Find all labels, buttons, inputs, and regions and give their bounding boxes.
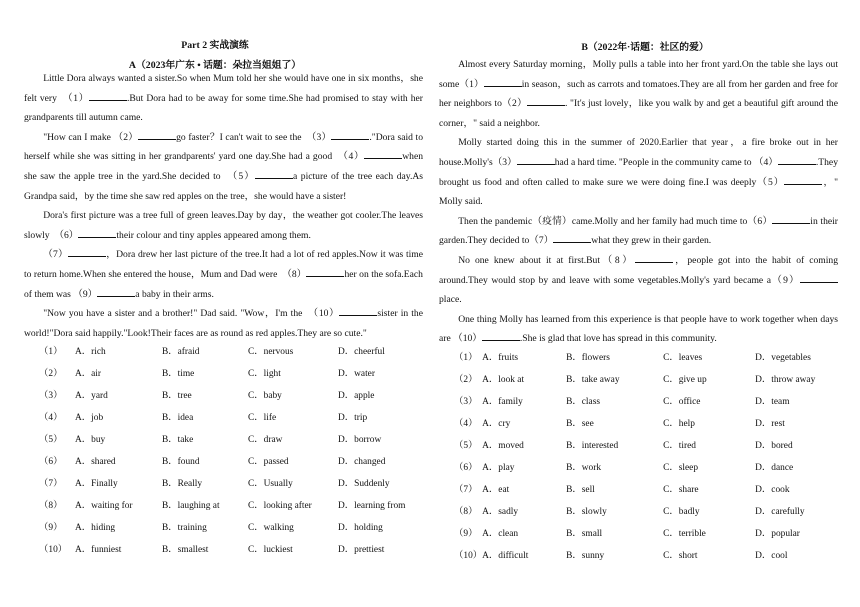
answer-blank bbox=[517, 154, 555, 165]
answer-blank bbox=[772, 213, 810, 224]
question-number: （1） bbox=[39, 347, 63, 358]
option-c: C．terrible bbox=[663, 529, 706, 540]
option-d: D．cheerful bbox=[338, 347, 385, 358]
option-b: B．flowers bbox=[566, 353, 610, 364]
paragraph-text: place. bbox=[439, 294, 462, 306]
option-c: C．office bbox=[663, 397, 701, 408]
option-row bbox=[39, 408, 418, 430]
option-row bbox=[454, 524, 835, 546]
passage-b bbox=[439, 55, 838, 349]
option-row bbox=[39, 496, 418, 518]
question-number: （6） bbox=[454, 463, 478, 474]
option-b: B．class bbox=[566, 397, 600, 408]
paragraph-text: their colour and tiny apples appeared among them. bbox=[116, 229, 311, 241]
answer-blank bbox=[635, 252, 673, 263]
option-row bbox=[39, 540, 418, 562]
option-c: C．life bbox=[248, 413, 277, 424]
section-b-title: B（2022年·话题：社区的爱） bbox=[581, 42, 709, 53]
paragraph-text: Molly started doing this in the summer of 2020.Earlier that year，a fire broke out in her house.Molly's（3） bbox=[439, 137, 838, 168]
option-a: A．look at bbox=[482, 375, 525, 386]
answer-blank bbox=[306, 266, 344, 277]
paragraph-text: what they grew in their garden. bbox=[591, 235, 712, 247]
option-a: A．eat bbox=[482, 485, 510, 496]
option-row bbox=[39, 452, 418, 474]
option-b: B．Really bbox=[162, 479, 203, 490]
option-c: C．short bbox=[663, 551, 698, 562]
passage-a bbox=[24, 69, 423, 343]
answer-blank bbox=[778, 154, 816, 165]
paragraph bbox=[439, 133, 838, 211]
option-c: C．badly bbox=[663, 507, 700, 518]
option-a: A．hiding bbox=[75, 523, 116, 534]
answer-blank bbox=[138, 129, 176, 140]
paragraph bbox=[24, 245, 423, 304]
option-a: A．play bbox=[482, 463, 515, 474]
option-a: A．fruits bbox=[482, 353, 519, 364]
option-a: A．sadly bbox=[482, 507, 519, 518]
answer-blank bbox=[482, 330, 520, 341]
paragraph-text: No one knew about it at first.But（8） bbox=[458, 254, 635, 266]
option-b: B．see bbox=[566, 419, 594, 430]
paragraph-text: a picture of the tree each day.As Grandpa said，by the time she saw red apples on the tree，she would have a sister! bbox=[24, 170, 423, 202]
option-row bbox=[39, 430, 418, 452]
option-b: B．take bbox=[162, 435, 194, 446]
option-b: B．found bbox=[162, 457, 200, 468]
option-c: C．draw bbox=[248, 435, 283, 446]
paragraph bbox=[24, 206, 423, 245]
question-number: （4） bbox=[454, 419, 478, 430]
answer-blank bbox=[484, 76, 522, 87]
paragraph-text: go faster？I can't wait to see the （3） bbox=[176, 131, 332, 143]
paragraph bbox=[24, 304, 423, 343]
option-a: A．moved bbox=[482, 441, 524, 452]
option-b: B．smallest bbox=[162, 545, 209, 556]
question-number: （9） bbox=[39, 523, 63, 534]
option-row bbox=[39, 474, 418, 496]
option-d: D．team bbox=[755, 397, 790, 408]
question-number: （9） bbox=[454, 529, 478, 540]
question-number: （4） bbox=[39, 413, 63, 424]
paragraph-text: .But Dora had to be away for some time.She had promised to stay with her grandparents till autumn came. bbox=[24, 92, 423, 124]
option-a: A．job bbox=[75, 413, 104, 424]
option-d: D．borrow bbox=[338, 435, 382, 446]
option-a: A．Finally bbox=[75, 479, 118, 490]
paragraph bbox=[24, 128, 423, 206]
question-number: （10） bbox=[454, 551, 483, 562]
paragraph-text: Little Dora always wanted a sister.So when Mum told her she would have one in six months，she felt very （1） bbox=[24, 73, 423, 104]
question-number: （10） bbox=[39, 545, 68, 556]
paragraph-text: .She is glad that love has spread in this community. bbox=[519, 333, 717, 345]
option-a: A．air bbox=[75, 369, 102, 380]
option-d: D．popular bbox=[755, 529, 800, 540]
option-c: C．tired bbox=[663, 441, 696, 452]
option-c: C．walking bbox=[248, 523, 294, 534]
paragraph-text: .They brought us food and often called to make sure we were doing fine.I was deeply（5） bbox=[439, 156, 838, 188]
option-c: C．nervous bbox=[248, 347, 294, 358]
question-number: （8） bbox=[39, 501, 63, 512]
option-c: C．baby bbox=[248, 391, 282, 402]
option-a: A．difficult bbox=[482, 551, 529, 562]
option-a: A．family bbox=[482, 397, 523, 408]
question-number: （2） bbox=[39, 369, 63, 380]
option-d: D．rest bbox=[755, 419, 785, 430]
option-row bbox=[39, 364, 418, 386]
option-row bbox=[454, 392, 835, 414]
answer-blank bbox=[527, 95, 565, 106]
paragraph-text: （7） bbox=[43, 249, 68, 261]
question-number: （6） bbox=[39, 457, 63, 468]
option-c: C．help bbox=[663, 419, 695, 430]
option-row bbox=[454, 546, 835, 568]
option-d: D．cook bbox=[755, 485, 790, 496]
paragraph-text: when she saw the apple tree in the yard.She decided to （5） bbox=[24, 151, 423, 182]
option-row bbox=[454, 480, 835, 502]
paragraph-text: in their garden.They decided to（7） bbox=[439, 215, 838, 247]
option-d: D．changed bbox=[338, 457, 386, 468]
paragraph-text: "Now you have a sister and a brother!" Dad said. "Wow，I'm the （10） bbox=[43, 308, 340, 320]
question-number: （7） bbox=[39, 479, 63, 490]
question-number: （2） bbox=[454, 375, 478, 386]
option-d: D．dance bbox=[755, 463, 794, 474]
option-d: D．throw away bbox=[755, 375, 816, 386]
paragraph-text: her on the sofa.Each of them was （9） bbox=[24, 268, 423, 300]
option-a: A．funniest bbox=[75, 545, 122, 556]
option-b: B．afraid bbox=[162, 347, 200, 358]
option-a: A．cry bbox=[482, 419, 511, 430]
option-row bbox=[454, 348, 835, 370]
option-d: D．cool bbox=[755, 551, 788, 562]
option-d: D．Suddenly bbox=[338, 479, 390, 490]
option-a: A．clean bbox=[482, 529, 519, 540]
paragraph bbox=[439, 212, 838, 251]
paragraph bbox=[439, 310, 838, 349]
answer-blank bbox=[89, 90, 127, 101]
question-number: （5） bbox=[454, 441, 478, 452]
answer-blank bbox=[364, 148, 402, 159]
answer-blank bbox=[68, 246, 106, 257]
paragraph-text: in season，such as carrots and tomatoes.They are all from her garden and free for her neighbors to（2） bbox=[439, 78, 838, 110]
option-row bbox=[39, 342, 418, 364]
paragraph-text: ，people got into the habit of coming around.They would stop by and leave with some vegetables.Molly's yard became a（9） bbox=[439, 254, 838, 286]
option-row bbox=[454, 370, 835, 392]
paragraph-text: "How can I make （2） bbox=[43, 131, 139, 143]
option-b: B．training bbox=[162, 523, 207, 534]
paragraph-text: Almost every Saturday morning，Molly pulls a table into her front yard.On the table she lays out some（1） bbox=[439, 59, 838, 90]
answer-blank bbox=[553, 232, 591, 243]
option-b: B．work bbox=[566, 463, 602, 474]
paragraph bbox=[439, 55, 838, 133]
answer-blank bbox=[331, 129, 369, 140]
paragraph-text: a baby in their arms. bbox=[135, 288, 214, 300]
option-c: C．passed bbox=[248, 457, 289, 468]
option-c: C．leaves bbox=[663, 353, 703, 364]
options-table-b bbox=[454, 348, 835, 568]
question-number: （3） bbox=[39, 391, 63, 402]
option-d: D．bored bbox=[755, 441, 793, 452]
option-d: D．trip bbox=[338, 413, 368, 424]
option-b: B．sell bbox=[566, 485, 595, 496]
option-a: A．buy bbox=[75, 435, 106, 446]
option-c: C．Usually bbox=[248, 479, 293, 490]
option-b: B．laughing at bbox=[162, 501, 220, 512]
question-number: （3） bbox=[454, 397, 478, 408]
answer-blank bbox=[255, 168, 293, 179]
option-c: C．share bbox=[663, 485, 699, 496]
option-a: A．waiting for bbox=[75, 501, 133, 512]
paragraph bbox=[24, 69, 423, 128]
option-c: C．sleep bbox=[663, 463, 699, 474]
option-b: B．interested bbox=[566, 441, 619, 452]
option-row bbox=[454, 502, 835, 524]
paragraph-text: ，" Molly said. bbox=[439, 176, 839, 208]
options-table-a bbox=[39, 342, 418, 562]
option-b: B．slowly bbox=[566, 507, 607, 518]
option-a: A．yard bbox=[75, 391, 108, 402]
option-d: D．carefully bbox=[755, 507, 805, 518]
option-d: D．learning from bbox=[338, 501, 406, 512]
option-b: B．take away bbox=[566, 375, 620, 386]
option-d: D．holding bbox=[338, 523, 383, 534]
question-number: （1） bbox=[454, 353, 478, 364]
option-b: B．idea bbox=[162, 413, 194, 424]
option-row bbox=[39, 518, 418, 540]
paragraph-text: ，Dora drew her last picture of the tree.It had a lot of red apples.Now it was time to return home.When she entered the house，Mum and Dad were （8） bbox=[24, 249, 424, 280]
option-row bbox=[454, 414, 835, 436]
option-row bbox=[454, 458, 835, 480]
paragraph-text: Then the pandemic（疫情）came.Molly and her family had much time to（6） bbox=[458, 215, 773, 227]
option-b: B．tree bbox=[162, 391, 192, 402]
question-number: （7） bbox=[454, 485, 478, 496]
part-title: Part 2 实战演练 bbox=[181, 40, 249, 51]
paragraph-text: . "It's just lovely，like you walk by and get a beautiful gift around the corner，" said a neighbor. bbox=[439, 98, 838, 129]
option-c: C．give up bbox=[663, 375, 707, 386]
option-d: D．water bbox=[338, 369, 375, 380]
answer-blank bbox=[78, 227, 116, 238]
option-c: C．looking after bbox=[248, 501, 312, 512]
option-d: D．apple bbox=[338, 391, 375, 402]
option-d: D．prettiest bbox=[338, 545, 385, 556]
question-number: （5） bbox=[39, 435, 63, 446]
option-b: B．time bbox=[162, 369, 195, 380]
option-d: D．vegetables bbox=[755, 353, 811, 364]
answer-blank bbox=[800, 272, 838, 283]
paragraph-text: One thing Molly has learned from this experience is that people have to work together when days are （10） bbox=[439, 313, 838, 345]
paragraph-text: had a hard time. "People in the community came to （4） bbox=[554, 156, 778, 168]
section-a-title: A（2023年广东 • 话题：朵拉当姐姐了） bbox=[128, 60, 302, 71]
option-c: C．luckiest bbox=[248, 545, 293, 556]
answer-blank bbox=[784, 174, 822, 185]
option-b: B．small bbox=[566, 529, 603, 540]
paragraph-text: sister in the world!"Dora said happily."Look!Their faces are as round as red apples.They are so cute." bbox=[24, 308, 423, 339]
paragraph-text: Dora's first picture was a tree full of green leaves.Day by day，the weather got cooler.The leaves slowly （6） bbox=[24, 210, 423, 241]
option-row bbox=[454, 436, 835, 458]
option-c: C．light bbox=[248, 369, 281, 380]
question-number: （8） bbox=[454, 507, 478, 518]
option-a: A．rich bbox=[75, 347, 106, 358]
option-a: A．shared bbox=[75, 457, 116, 468]
paragraph bbox=[439, 251, 838, 310]
answer-blank bbox=[339, 305, 377, 316]
option-row bbox=[39, 386, 418, 408]
option-b: B．sunny bbox=[566, 551, 605, 562]
paragraph-text: ."Dora said to herself while she was sitting in her grandparents' yard one day.She had a good （4） bbox=[24, 131, 424, 163]
answer-blank bbox=[97, 286, 135, 297]
